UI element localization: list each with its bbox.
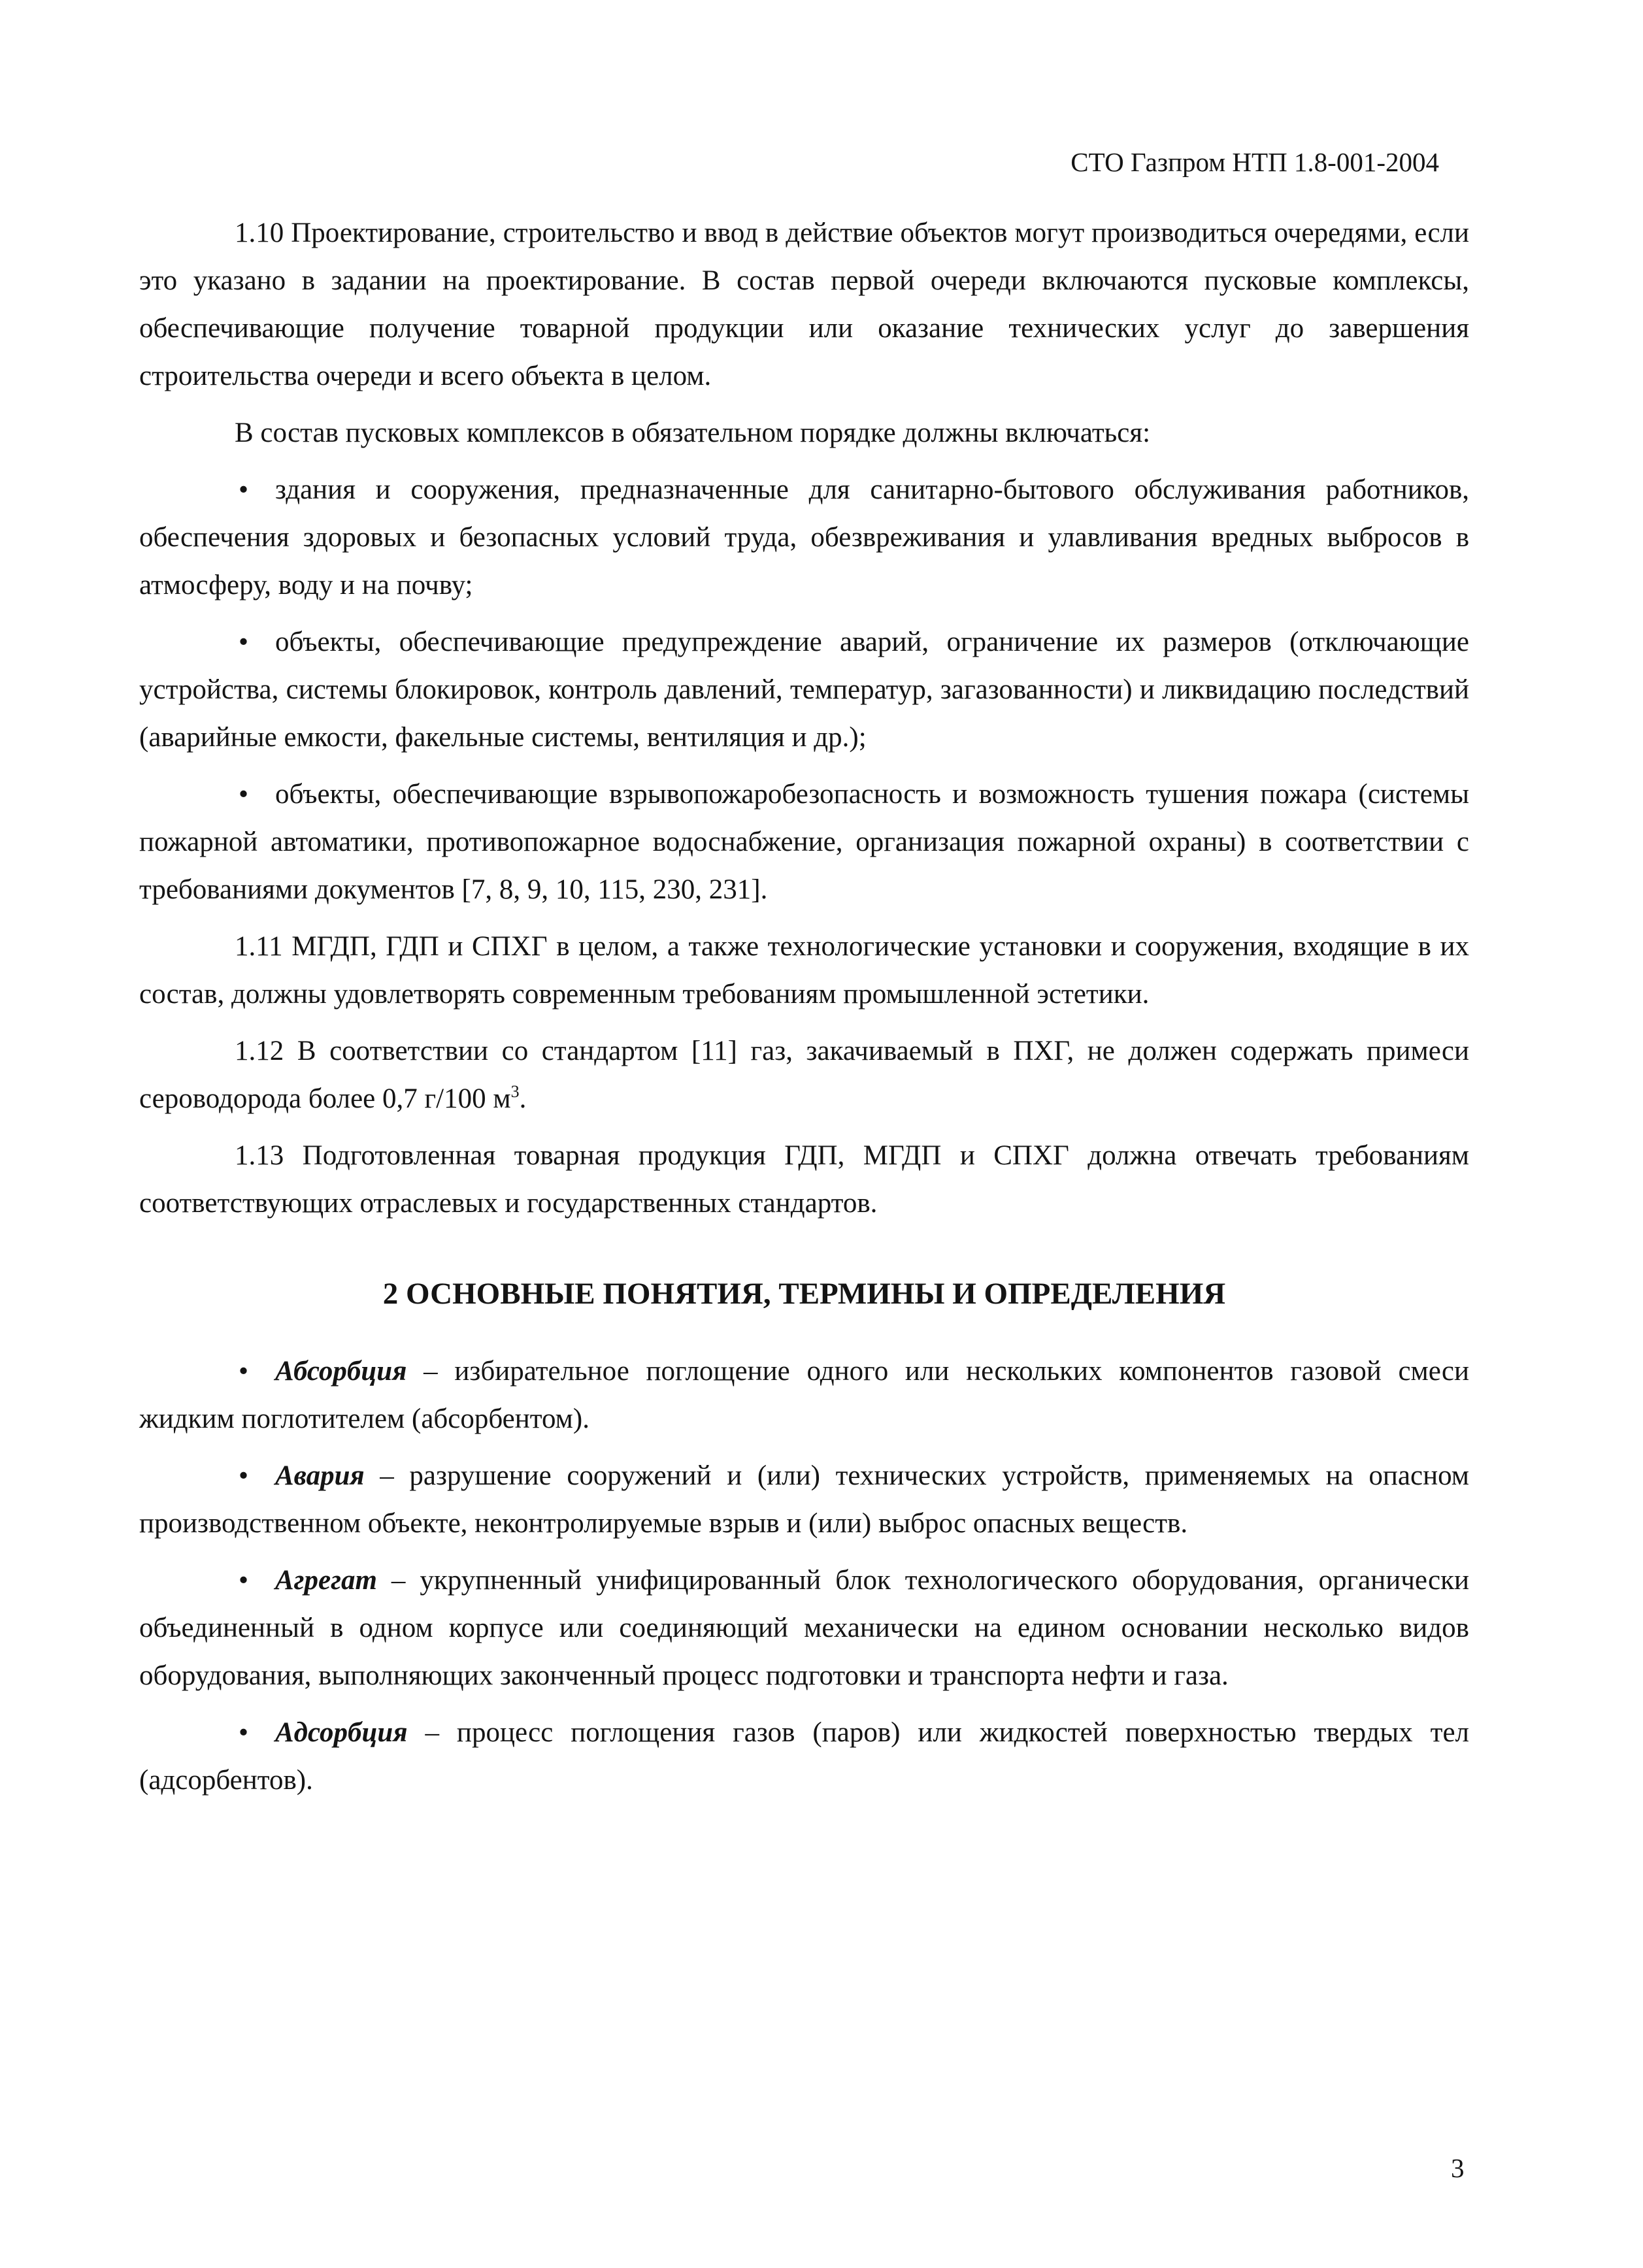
paragraph-1-10: 1.10 Проектирование, строительство и ввод в действие объектов могут производиться очередями, если это указано в задании на проектирование. В состав первой очереди включаются пусковые комплексы, обеспечивающие получение товарной продукции или оказание технических услуг до завершения строительства очереди и всего объекта в целом.: [139, 218, 1469, 391]
bullet-icon: •: [239, 1717, 249, 1748]
bullet-icon: •: [239, 1356, 249, 1387]
launch-item: [139, 618, 1469, 761]
definition-text: – укрупненный унифицированный блок технологического оборудования, органически объединенный в одном корпусе или соединяющий механически на едином основании несколько видов оборудования, выполняющих законченный процесс подготовки и транспорта нефти и газа.: [139, 1565, 1469, 1691]
definition-term: Абсорбция: [275, 1356, 407, 1387]
definition-item: [139, 1556, 1469, 1700]
definition-term: Агрегат: [275, 1565, 377, 1596]
cubic-superscript: 3: [510, 1082, 520, 1101]
definition-item: [139, 1347, 1469, 1443]
definition-term: Адсорбция: [275, 1717, 408, 1748]
launch-item-text: объекты, обеспечивающие взрывопожаробезопасность и возможность тушения пожара (системы пожарной автоматики, противопожарное водоснабжение, организация пожарной охраны) в соответствии с требованиями документов [7, 8, 9, 10, 115, 230, 231].: [139, 779, 1469, 905]
paragraph-1-12-end: .: [519, 1083, 527, 1114]
bullet-icon: •: [239, 1460, 249, 1491]
document-code-header: СТО Газпром НТП 1.8-001-2004: [1070, 147, 1439, 177]
bullet-icon: •: [239, 1565, 249, 1596]
definition-text: – процесс поглощения газов (паров) или жидкостей поверхностью твердых тел (адсорбентов).: [139, 1717, 1469, 1796]
launch-item: [139, 466, 1469, 609]
bullet-icon: •: [239, 474, 249, 505]
paragraph-1-13: 1.13 Подготовленная товарная продукция ГДП, МГДП и СПХГ должна отвечать требованиям соответствующих отраслевых и государственных стандартов.: [139, 1140, 1469, 1219]
bullet-icon: •: [239, 627, 249, 657]
page-number: 3: [1451, 2153, 1465, 2183]
launch-item-text: здания и сооружения, предназначенные для санитарно-бытового обслуживания работников, обеспечения здоровых и безопасных условий труда, обезвреживания и улавливания вредных выбросов в атмосферу, воду и на почву;: [139, 474, 1469, 600]
paragraph-1-12: [139, 1027, 1469, 1123]
document-body: [139, 209, 1469, 1804]
definition-term: Авария: [275, 1460, 365, 1491]
definition-text: – избирательное поглощение одного или нескольких компонентов газовой смеси жидким поглотителем (абсорбентом).: [139, 1356, 1469, 1434]
paragraph-launch-intro: В состав пусковых комплексов в обязательном порядке должны включаться:: [235, 418, 1151, 448]
section-2-title: 2 ОСНОВНЫЕ ПОНЯТИЯ, ТЕРМИНЫ И ОПРЕДЕЛЕНИЯ: [382, 1277, 1226, 1311]
definition-item: [139, 1452, 1469, 1547]
launch-item: [139, 770, 1469, 913]
bullet-icon: •: [239, 779, 249, 810]
paragraph-1-11: 1.11 МГДП, ГДП и СПХГ в целом, а также технологические установки и сооружения, входящие в их состав, должны удовлетворять современным требованиям промышленной эстетики.: [139, 931, 1469, 1010]
launch-item-text: объекты, обеспечивающие предупреждение аварий, ограничение их размеров (отключающие устройства, системы блокировок, контроль давлений, температур, загазованности) и ликвидацию последствий (аварийные емкости, факельные системы, вентиляция и др.);: [139, 627, 1469, 753]
definition-text: – разрушение сооружений и (или) технических устройств, применяемых на опасном производственном объекте, неконтролируемые взрыв и (или) выброс опасных веществ.: [139, 1460, 1469, 1539]
paragraph-1-12-text: 1.12 В соответствии со стандартом [11] газ, закачиваемый в ПХГ, не должен содержать примеси сероводорода более 0,7 г/100 м: [139, 1036, 1469, 1114]
definition-item: [139, 1709, 1469, 1804]
